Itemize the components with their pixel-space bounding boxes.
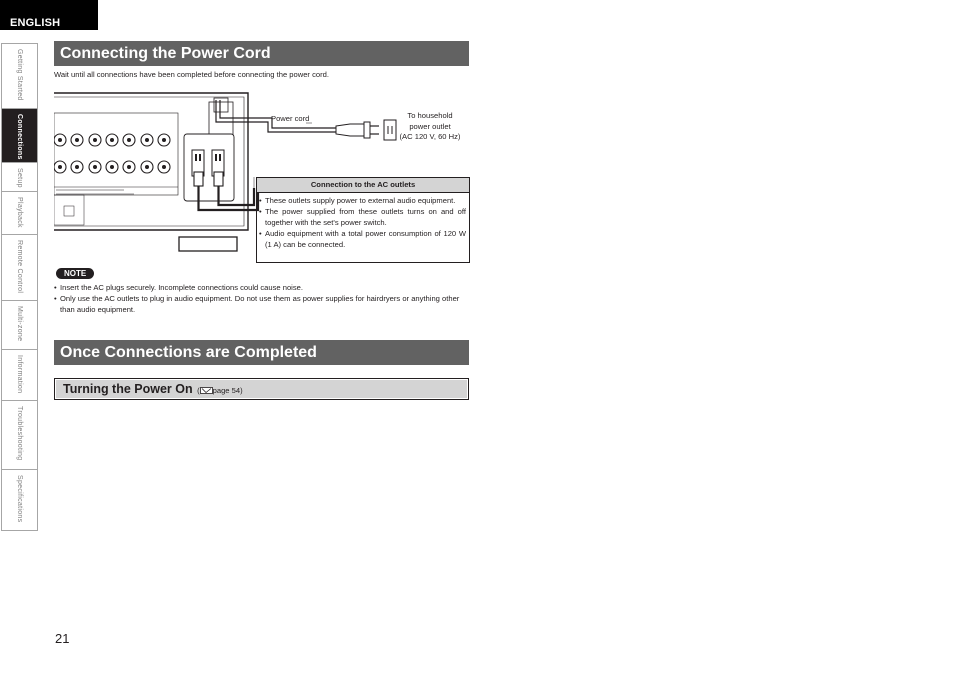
book-icon xyxy=(200,387,213,394)
note-item: • Insert the AC plugs securely. Incomplete connections could cause noise. xyxy=(54,282,470,293)
note-badge: NOTE xyxy=(56,268,94,279)
sidebar-item-connections[interactable]: Connections xyxy=(2,109,37,163)
subsection-title: Turning the Power On xyxy=(63,382,193,396)
sidebar-item-multi-zone[interactable]: Multi-zone xyxy=(2,301,37,350)
section-title-power-cord: Connecting the Power Cord xyxy=(54,41,469,66)
sidebar-item-playback[interactable]: Playback xyxy=(2,192,37,235)
ac-outlets-title: Connection to the AC outlets xyxy=(257,178,469,193)
ac-outlets-item: • Audio equipment with a total power consumption of 120 W (1 A) can be connected. xyxy=(260,228,466,250)
language-tab xyxy=(0,0,98,30)
note-list xyxy=(54,282,470,315)
ac-outlets-item: • These outlets supply power to external audio equipment. xyxy=(260,195,466,206)
sidebar-item-specifications[interactable]: Specifications xyxy=(16,475,23,523)
ac-outlets-box xyxy=(256,177,470,263)
sidebar-item-remote-control[interactable]: Remote Control xyxy=(2,235,37,301)
page-reference[interactable]: ( page 54) xyxy=(197,386,243,395)
sidebar-item-information[interactable]: Information xyxy=(2,350,37,401)
sidebar-nav xyxy=(1,43,38,531)
ac-outlets-item: • The power supplied from these outlets turns on and off together with the set's power switch. xyxy=(260,206,466,228)
power-cord-label: Power cord xyxy=(271,114,310,123)
language-label: ENGLISH xyxy=(10,17,61,29)
intro-text: Wait until all connections have been completed before connecting the power cord. xyxy=(54,70,329,79)
subsection-turning-power-on xyxy=(54,378,469,400)
sidebar-item-getting-started[interactable]: Getting Started xyxy=(2,44,37,109)
sidebar-item-setup[interactable]: Setup xyxy=(2,163,37,192)
note-item: • Only use the AC outlets to plug in audio equipment. Do not use them as power supplies for hairdryers or anything other than audio equipment. xyxy=(54,293,470,315)
sidebar-item-troubleshooting[interactable]: Troubleshooting xyxy=(2,401,37,470)
section-title-connections-completed: Once Connections are Completed xyxy=(54,340,469,365)
page-number: 21 xyxy=(55,631,70,646)
outlet-label: To household power outlet (AC 120 V, 60 Hz) xyxy=(399,111,461,141)
page-reference-text: page 54 xyxy=(212,386,241,395)
